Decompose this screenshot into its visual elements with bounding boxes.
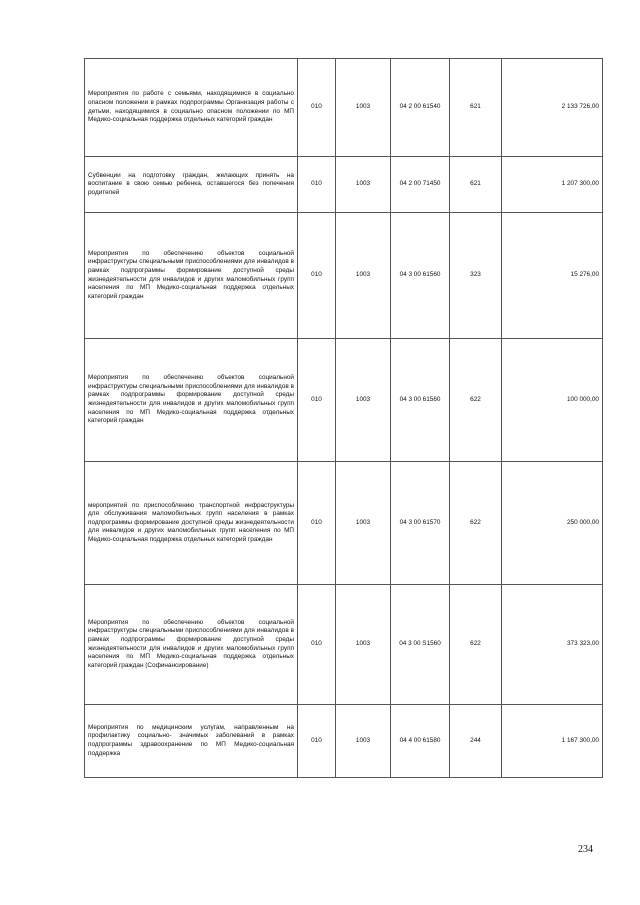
row-description: Мероприятия по обеспечению объектов социальной инфраструктуры специальными приспособлениями для инвалидов в рамках подпрограммы формирование доступной среды жизнедеятельности для инвалидов и других маломобильных групп населения по МП Медико-социальная поддержка отдельных категорий граждан — [85, 339, 298, 462]
row-code: 010 — [298, 705, 336, 778]
row-amount: 373 323,00 — [502, 585, 603, 705]
row-description: Мероприятия по медицинским услугам, направленным на профилактику социально- значимых заболеваний в рамках подпрограммы здравоохранение по МП Медико-социальная поддержка — [85, 705, 298, 778]
table-row — [85, 585, 603, 705]
row-target-article: 04 2 00 61540 — [391, 59, 450, 157]
row-expense-type: 323 — [450, 213, 502, 339]
row-target-article: 04 3 00 61570 — [391, 462, 450, 585]
row-section: 1003 — [336, 585, 391, 705]
row-code: 010 — [298, 462, 336, 585]
table-row — [85, 705, 603, 778]
budget-table — [84, 58, 603, 778]
table-row — [85, 339, 603, 462]
page-number: 234 — [578, 844, 593, 855]
budget-table-body — [85, 59, 603, 778]
row-section: 1003 — [336, 59, 391, 157]
row-expense-type: 622 — [450, 339, 502, 462]
row-code: 010 — [298, 59, 336, 157]
row-expense-type: 244 — [450, 705, 502, 778]
row-description: мероприятий по приспособлению транспортной инфраструктуры для обслуживания маломобильных групп населения в рамках подпрограммы формирование доступной среды жизнедеятельности для инвалидов и других маломобильных групп населения по МП Медико-социальная поддержка отдельных категорий граждан — [85, 462, 298, 585]
table-row — [85, 157, 603, 213]
row-section: 1003 — [336, 705, 391, 778]
row-target-article: 04 3 00 61560 — [391, 339, 450, 462]
row-code: 010 — [298, 585, 336, 705]
row-amount: 250 000,00 — [502, 462, 603, 585]
row-section: 1003 — [336, 462, 391, 585]
table-row — [85, 213, 603, 339]
row-amount: 15 276,00 — [502, 213, 603, 339]
row-target-article: 04 2 00 71450 — [391, 157, 450, 213]
row-code: 010 — [298, 213, 336, 339]
row-section: 1003 — [336, 339, 391, 462]
row-amount: 100 000,00 — [502, 339, 603, 462]
row-amount: 1 207 300,00 — [502, 157, 603, 213]
row-expense-type: 622 — [450, 462, 502, 585]
row-code: 010 — [298, 157, 336, 213]
row-amount: 1 167 300,00 — [502, 705, 603, 778]
table-row — [85, 462, 603, 585]
row-expense-type: 622 — [450, 585, 502, 705]
row-target-article: 04 4 00 61580 — [391, 705, 450, 778]
row-code: 010 — [298, 339, 336, 462]
row-section: 1003 — [336, 157, 391, 213]
row-target-article: 04 3 00 61560 — [391, 213, 450, 339]
row-description: Мероприятия по обеспечению объектов социальной инфраструктуры специальными приспособлениями для инвалидов в рамках подпрограммы формирование доступной среды жизнедеятельности для инвалидов и других маломобильных групп населения по МП Медико-социальная поддержка отдельных категорий граждан — [85, 213, 298, 339]
row-description: Мероприятия по обеспечению объектов социальной инфраструктуры специальными приспособлениями для инвалидов в рамках подпрограммы формирование доступной среды жизнедеятельности для инвалидов и других маломобильных групп населения по МП Медико-социальная поддержка отдельных категорий граждан (Софинансирование) — [85, 585, 298, 705]
row-description: Субвенции на подготовку граждан, желающих принять на воспитание в свою семью ребенка, оставшегося без попечения родителей — [85, 157, 298, 213]
table-row — [85, 59, 603, 157]
row-amount: 2 133 726,00 — [502, 59, 603, 157]
row-expense-type: 621 — [450, 157, 502, 213]
row-expense-type: 621 — [450, 59, 502, 157]
row-target-article: 04 3 00 S1560 — [391, 585, 450, 705]
row-description: Мероприятия по работе с семьями, находящимися в социально опасном положении в рамках подпрограммы Организация работы с детьми, находящимися в социально опасном положении по МП Медико-социальная поддержка отдельных категорий граждан — [85, 59, 298, 157]
row-section: 1003 — [336, 213, 391, 339]
